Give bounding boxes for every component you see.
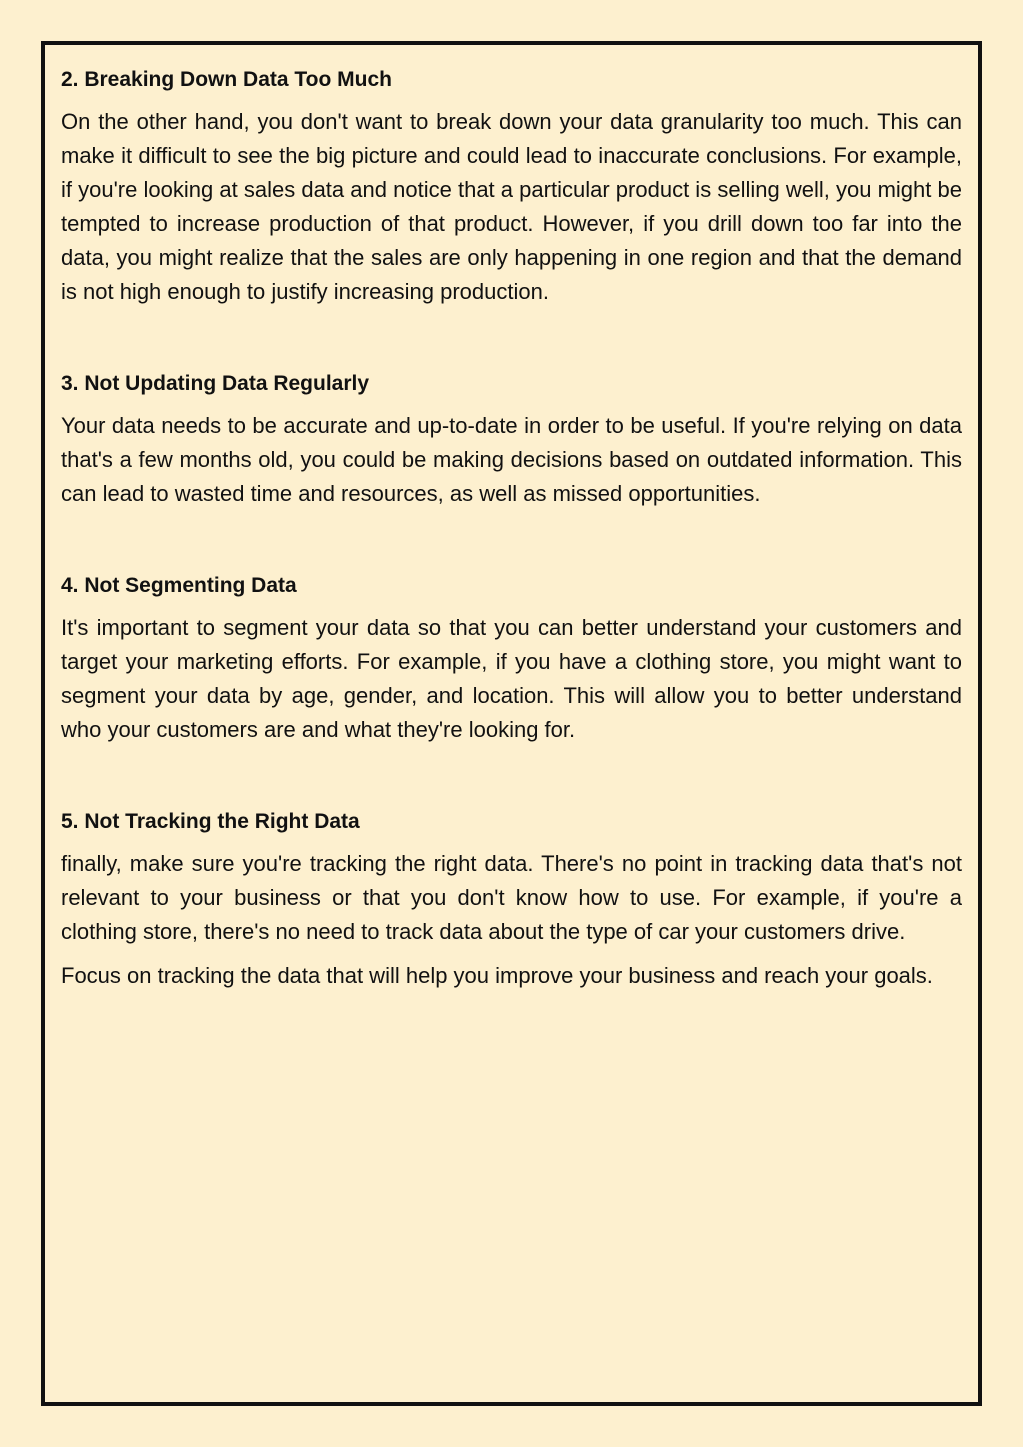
content-frame — [41, 41, 982, 1406]
section-paragraph: It's important to segment your data so that you can better understand your customers and target your marketing efforts. For example, if you have a clothing store, you might want to segment your data by age, gender, and location. This will allow you to better understand who your customers are and what they're looking for. — [61, 615, 962, 742]
section-heading: 3. Not Updating Data Regularly — [61, 372, 370, 395]
section-not-tracking-right-data — [61, 809, 962, 993]
section-heading: 5. Not Tracking the Right Data — [61, 810, 360, 833]
section-heading: 2. Breaking Down Data Too Much — [61, 68, 392, 91]
section-paragraph: Your data needs to be accurate and up-to-date in order to be useful. If you're relying on data that's a few months old, you could be making decisions based on outdated information. This can lead to wasted time and resources, as well as missed opportunities. — [61, 413, 962, 506]
section-paragraph: On the other hand, you don't want to break down your data granularity too much. This can make it difficult to see the big picture and could lead to inaccurate conclusions. For example, if you're looking at sales data and notice that a particular product is selling well, you might be tempted to increase production of that product. However, if you drill down too far into the data, you might realize that the sales are only happening in one region and that the demand is not high enough to justify increasing production. — [61, 109, 962, 304]
section-heading: 4. Not Segmenting Data — [61, 574, 297, 597]
section-breaking-down-data — [61, 67, 962, 309]
section-not-updating-data — [61, 371, 962, 511]
section-paragraph: finally, make sure you're tracking the right data. There's no point in tracking data that's not relevant to your business or that you don't know how to use. For example, if you're a clothing store, there's no need to track data about the type of car your customers drive. — [61, 851, 962, 944]
section-paragraph: Focus on tracking the data that will help you improve your business and reach your goals. — [61, 963, 933, 988]
section-not-segmenting-data — [61, 573, 962, 747]
